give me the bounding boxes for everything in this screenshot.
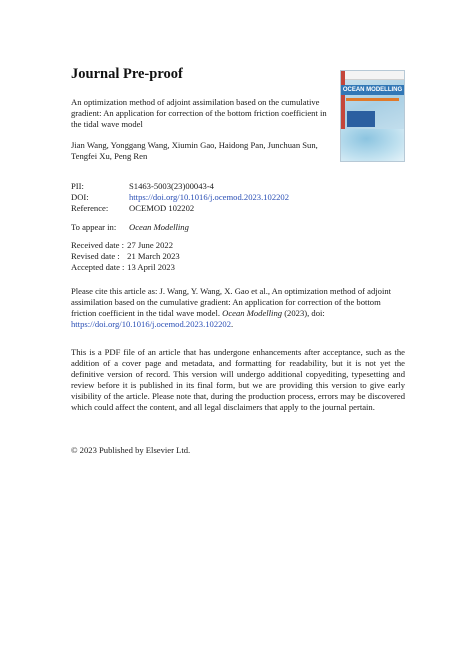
accepted-value: 13 April 2023: [127, 262, 175, 272]
revised-row: [71, 251, 180, 262]
citation-doi-link[interactable]: https://doi.org/10.1016/j.ocemod.2023.102202: [71, 319, 232, 329]
reference-row: [71, 203, 289, 214]
copyright-line: © 2023 Published by Elsevier Ltd.: [71, 445, 191, 455]
appear-label: To appear in:: [71, 222, 117, 232]
journal-cover-image: [340, 70, 405, 162]
doi-row: [71, 192, 289, 203]
received-row: [71, 240, 180, 251]
revised-value: 21 March 2023: [127, 251, 180, 261]
accepted-row: [71, 262, 180, 273]
dates-block: [71, 240, 180, 273]
reference-label: Reference:: [71, 203, 109, 213]
cover-title-band: OCEAN MODELLING: [342, 87, 403, 93]
cover-ocean-graphic: [341, 129, 404, 161]
citation-prefix: Please cite this article as: J. Wang, Y. Wang, X. Gao et al., An optimization method of adjoint assimilation based on the cumulative gradient: An application for correction of the bottom friction coefficient in the tidal wave model.: [71, 286, 392, 318]
citation-end: .: [231, 319, 234, 329]
citation-journal: Ocean Modelling: [222, 308, 283, 318]
doi-label: DOI:: [71, 192, 89, 202]
identifiers-block: [71, 181, 289, 214]
citation-paragraph: [71, 286, 405, 330]
accepted-label: Accepted date :: [71, 262, 125, 272]
pii-label: PII:: [71, 181, 84, 191]
pdf-notice-paragraph: This is a PDF file of an article that has undergone enhancements after acceptance, such as the addition of a cover page and metadata, and formatting for readability, but it is not yet the definitive version of record. This version will undergo additional copyediting, typesetting and review before it is published in its final form, but we are providing this version to give early visibility of the article. Please note that, during the production process, errors may be discovered which could affect the content, and all legal disclaimers that apply to the journal pertain.: [71, 347, 405, 412]
appear-row: [71, 222, 189, 233]
reference-value: OCEMOD 102202: [129, 203, 195, 213]
received-value: 27 June 2022: [127, 240, 173, 250]
cover-info-box: [347, 111, 375, 127]
journal-name: Ocean Modelling: [129, 222, 189, 232]
citation-suffix: (2023), doi:: [282, 308, 325, 318]
pii-value: S1463-5003(23)00043-4: [129, 181, 214, 191]
cover-subtitle-bar: [346, 98, 399, 101]
author-list: Jian Wang, Yonggang Wang, Xiumin Gao, Haidong Pan, Junchuan Sun, Tengfei Xu, Peng Ren: [71, 140, 318, 161]
pii-row: [71, 181, 289, 192]
received-label: Received date :: [71, 240, 124, 250]
revised-label: Revised date :: [71, 251, 120, 261]
article-title: An optimization method of adjoint assimilation based on the cumulative gradient: An application for correction of the bottom friction coefficient in the tidal wave model: [71, 97, 327, 129]
cover-top-strip: [341, 71, 404, 80]
page-heading: Journal Pre-proof: [71, 66, 183, 82]
doi-link[interactable]: https://doi.org/10.1016/j.ocemod.2023.102202: [129, 192, 290, 202]
